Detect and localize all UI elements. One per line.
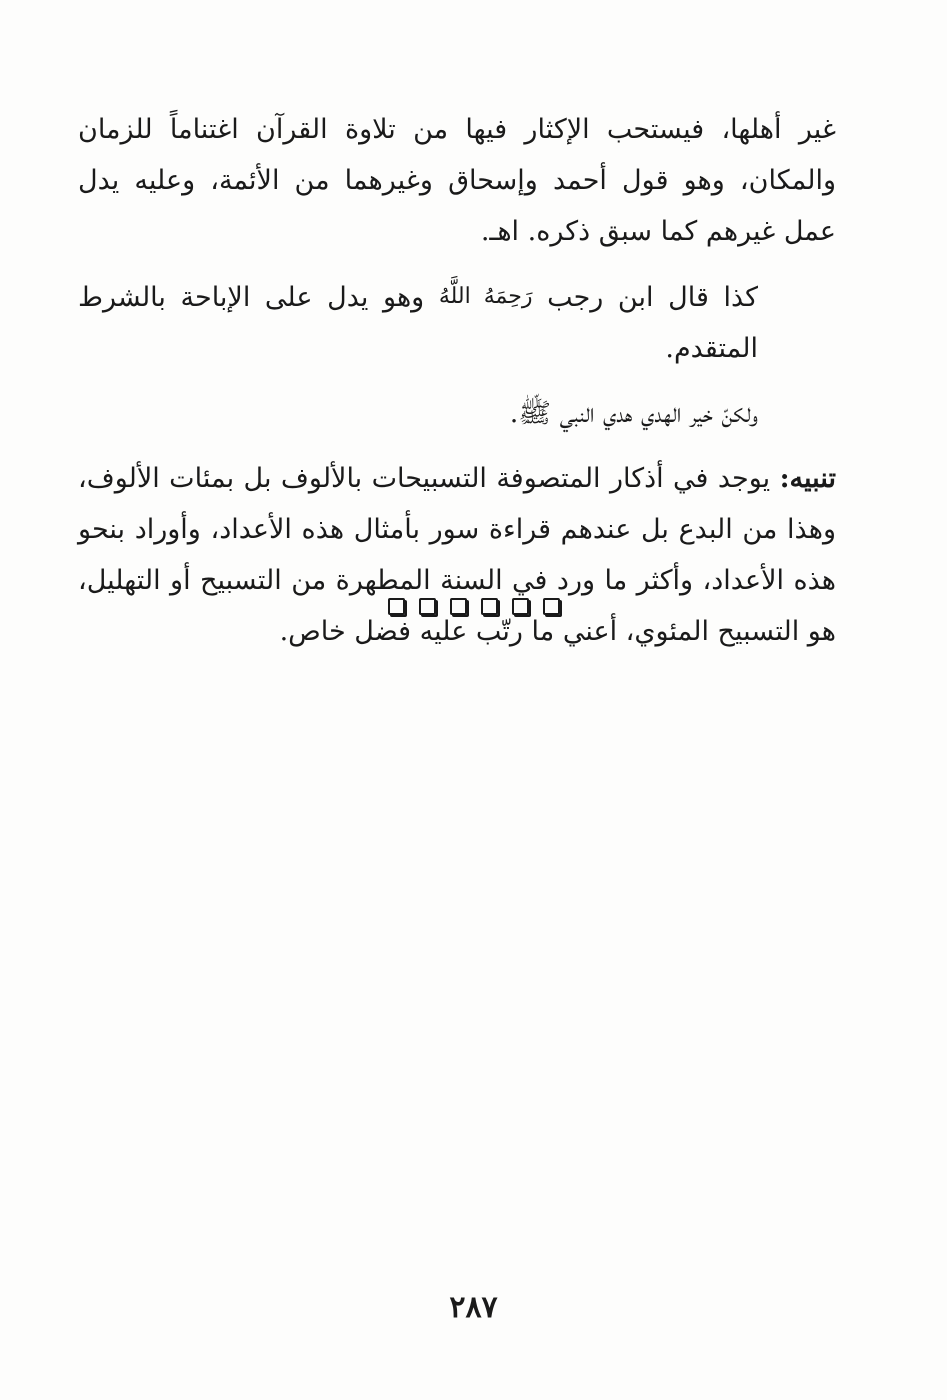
paragraph-note: [78, 453, 836, 657]
square-ornament-icon: [419, 598, 436, 615]
square-ornament-icon: [388, 598, 405, 615]
note-label: تنبيه:: [779, 463, 836, 494]
note-body: يوجد في أذكار المتصوفة التسبيحات بالألوف بل بمئات الألوف، وهذا من البدع بل عندهم قراءة سور بأمثال هذه الأعداد، وأوراد بنحو هذه الأعداد، وأكثر ما ورد في السنة المطهرة من التسبيح أو التهليل، هو التسبيح المئوي، أعني ما رتّب عليه فضل خاص.: [78, 463, 836, 647]
square-ornament-icon: [512, 598, 529, 615]
paragraph-attribution: [78, 271, 836, 374]
attribution-text: كذا قال ابن رجب: [547, 282, 758, 313]
page-number: ٢٨٧: [449, 1290, 498, 1325]
paragraph-continuation: غير أهلها، فيستحب الإكثار فيها من تلاوة القرآن اغتناماً للزمان والمكان، وهو قول أحمد وإسحاق وغيرهما من الأئمة، وعليه يدل عمل غيرهم كما سبق ذكره. اهـ.: [78, 114, 836, 247]
body-text: [78, 104, 836, 657]
square-ornament-icon: [481, 598, 498, 615]
square-ornament-icon: [450, 598, 467, 615]
square-ornament-icon: [543, 598, 560, 615]
paragraph-guidance: ولكنّ خير الهدي هدي النبي ﷺ.: [509, 398, 758, 429]
section-separator: [0, 598, 947, 615]
honorific-phrase: رَحِمَهُ اللَّهُ: [438, 284, 533, 309]
attribution-remark: وهو يدل على الإباحة بالشرط المتقدم.: [78, 282, 758, 364]
